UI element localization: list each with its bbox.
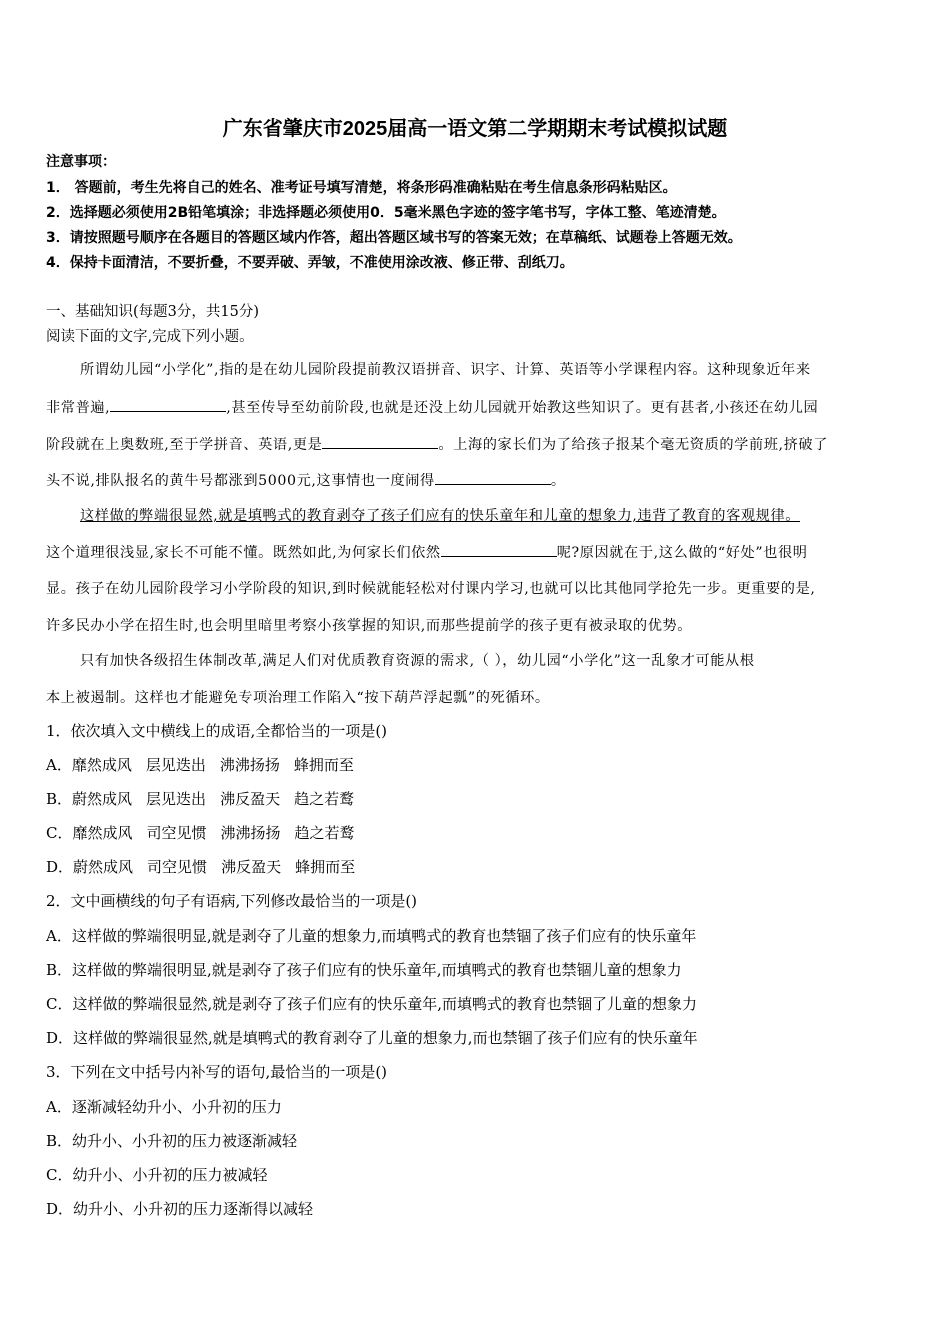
- passage-text: 头不说,排队报名的黄牛号都涨到5000元,这事情也一度闹得: [46, 473, 435, 489]
- option-label: B．: [46, 961, 73, 979]
- section-heading: 一、基础知识(每题3分，共15分): [46, 304, 259, 320]
- passage-line: 只有加快各级招生体制改革,满足人们对优质教育资源的需求,（ ），幼儿园“小学化”这一乱象才可能从根: [80, 653, 755, 669]
- passage-text: 呢?原因就在于,这么做的“好处”也很明: [556, 545, 808, 561]
- option-row: [46, 1028, 698, 1048]
- passage-line: 许多民办小学在招生时,也会明里暗里考察小孩掌握的知识,而那些提前学的孩子更有被录取的优势。: [46, 618, 693, 634]
- option-label: C．: [46, 995, 73, 1013]
- passage-line: 本上被遏制。这样也才能避免专项治理工作陷入“按下葫芦浮起瓢”的死循环。: [46, 690, 550, 706]
- option-row: [46, 926, 696, 946]
- option-word: 蔚然成风: [72, 790, 133, 808]
- passage-line: 显。孩子在幼儿园阶段学习小学阶段的知识,到时候就能轻松对付课内学习,也就可以比其他同学抢先一步。更重要的是,: [46, 581, 816, 597]
- passage-text: 这个道理很浅显,家长不可能不懂。既然如此,为何家长们依然: [46, 545, 441, 561]
- passage-text: 。: [550, 473, 566, 489]
- answer-blank: [441, 542, 557, 557]
- option-row: [46, 857, 369, 877]
- notice-item: 1． 答题前，考生先将自己的姓名、准考证号填写清楚，将条形码准确粘贴在考生信息条形码粘贴区。: [46, 180, 677, 196]
- passage-line: [46, 542, 808, 563]
- option-word: 沸沸扬扬: [220, 824, 281, 842]
- option-text: 幼升小、小升初的压力被减轻: [72, 1166, 268, 1184]
- option-label: D．: [46, 1029, 74, 1047]
- notice-item: 3．请按照题号顺序在各题目的答题区域内作答，超出答题区域书写的答案无效；在草稿纸、试题卷上答题无效。: [46, 230, 742, 246]
- option-row: [46, 1131, 297, 1151]
- option-row: [46, 1097, 282, 1117]
- option-word: 层见迭出: [145, 756, 206, 774]
- option-text: 幼升小、小升初的压力逐渐得以减轻: [73, 1200, 314, 1218]
- option-word: 蜂拥而至: [295, 858, 356, 876]
- option-word: 司空见惯: [146, 824, 207, 842]
- notice-item: 2．选择题必须使用2B铅笔填涂；非选择题必须使用0．5毫米黑色字迹的签字笔书写，字体工整、笔迹清楚。: [46, 205, 726, 221]
- option-label: C．: [46, 824, 73, 842]
- option-text: 这样做的弊端很明显,就是剥夺了儿童的想象力,而填鸭式的教育也禁锢了孩子们应有的快乐童年: [71, 927, 697, 945]
- option-text: 这样做的弊端很显然,就是剥夺了孩子们应有的快乐童年,而填鸭式的教育也禁锢了儿童的想象力: [72, 995, 698, 1013]
- option-word: 趋之若鹜: [294, 790, 355, 808]
- option-label: B．: [46, 1132, 73, 1150]
- passage-text: 。上海的家长们为了给孩子报某个毫无资质的学前班,挤破了: [438, 437, 828, 453]
- option-row: [46, 823, 369, 843]
- notice-item: 4．保持卡面清洁，不要折叠，不要弄破、弄皱，不准使用涂改液、修正带、刮纸刀。: [46, 255, 574, 271]
- underlined-text: 这样做的弊端很显然,就是填鸭式的教育剥夺了孩子们应有的快乐童年和儿童的想象力,违背了教育的客观规律。: [80, 508, 801, 524]
- option-word: 司空见惯: [147, 858, 208, 876]
- page-title: 广东省肇庆市2025届高一语文第二学期期末考试模拟试题: [222, 118, 728, 140]
- option-word: 沸沸扬扬: [219, 756, 280, 774]
- option-text: 逐渐减轻幼升小、小升初的压力: [71, 1098, 282, 1116]
- option-label: D．: [46, 1200, 74, 1218]
- option-label: A．: [46, 927, 72, 945]
- option-word: 靡然成风: [71, 756, 132, 774]
- option-word: 蔚然成风: [73, 858, 134, 876]
- question-stem: 3．下列在文中括号内补写的语句,最恰当的一项是(): [46, 1063, 388, 1081]
- option-word: 靡然成风: [72, 824, 133, 842]
- passage-text: 阶段就在上奥数班,至于学拼音、英语,更是: [46, 437, 323, 453]
- answer-blank: [110, 397, 226, 412]
- passage-line: [46, 434, 828, 455]
- passage-text: 非常普遍,: [46, 400, 111, 416]
- section-instruction: 阅读下面的文字,完成下列小题。: [46, 329, 254, 345]
- passage-line: [46, 470, 566, 491]
- option-text: 幼升小、小升初的压力被逐渐减轻: [72, 1132, 298, 1150]
- question-stem: 1．依次填入文中横线上的成语,全都恰当的一项是(): [46, 722, 388, 740]
- option-row: [46, 755, 368, 775]
- option-row: [46, 994, 697, 1014]
- option-row: [46, 789, 368, 809]
- option-word: 蜂拥而至: [293, 756, 354, 774]
- option-row: [46, 960, 682, 980]
- option-label: A．: [46, 756, 72, 774]
- passage-line: [46, 397, 818, 418]
- option-label: D．: [46, 858, 74, 876]
- option-row: [46, 1199, 313, 1219]
- option-word: 层见迭出: [146, 790, 207, 808]
- option-row: [46, 1165, 268, 1185]
- underlined-sentence: [80, 506, 800, 526]
- option-label: B．: [46, 790, 73, 808]
- answer-blank: [435, 470, 551, 485]
- answer-blank: [322, 434, 438, 449]
- passage-text: ,甚至传导至幼前阶段,也就是还没上幼儿园就开始教这些知识了。更有甚者,小孩还在幼儿园: [226, 400, 819, 416]
- question-stem: 2．文中画横线的句子有语病,下列修改最恰当的一项是(): [46, 892, 418, 910]
- option-word: 沸反盈天: [220, 790, 281, 808]
- option-word: 沸反盈天: [221, 858, 282, 876]
- option-word: 趋之若鹜: [294, 824, 355, 842]
- option-label: A．: [46, 1098, 72, 1116]
- passage-line: 所谓幼儿园“小学化”,指的是在幼儿园阶段提前教汉语拼音、识字、计算、英语等小学课程内容。这种现象近年来: [80, 362, 811, 378]
- option-text: 这样做的弊端很显然,就是填鸭式的教育剥夺了儿童的想象力,而也禁锢了孩子们应有的快乐童年: [73, 1029, 698, 1047]
- option-text: 这样做的弊端很明显,就是剥夺了孩子们应有的快乐童年,而填鸭式的教育也禁锢儿童的想象力: [72, 961, 682, 979]
- notice-heading: 注意事项：: [46, 154, 116, 170]
- option-label: C．: [46, 1166, 73, 1184]
